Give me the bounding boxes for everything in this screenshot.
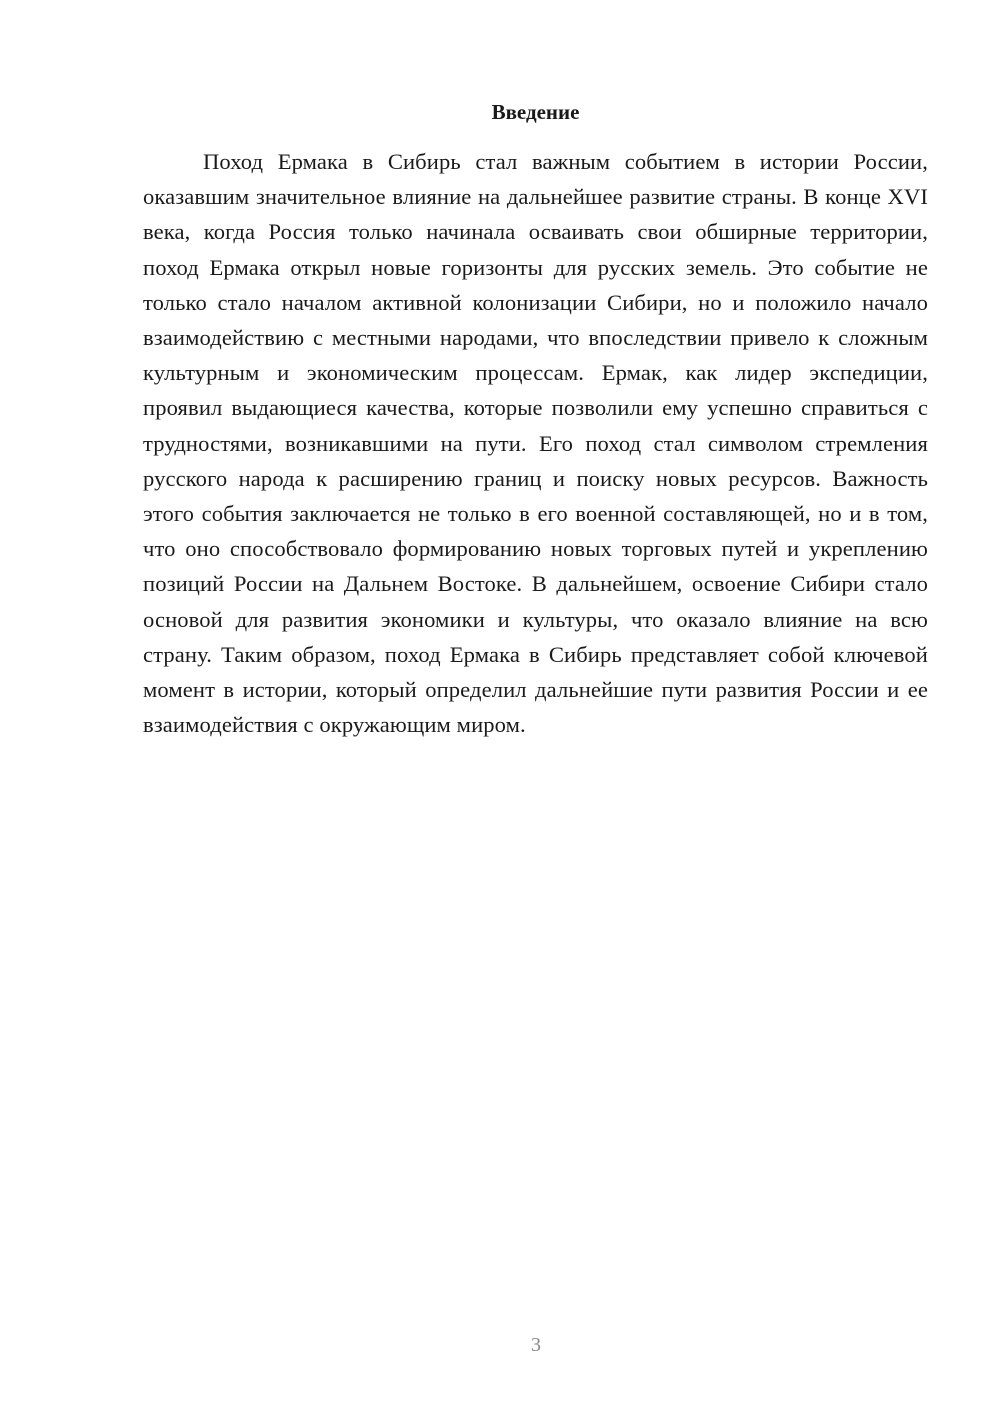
section-heading: Введение [491, 100, 580, 124]
page-number: 3 [531, 1334, 541, 1356]
body-paragraph: Поход Ермака в Сибирь стал важным событием в истории России, оказавшим значительное влияние на дальнейшее развитие страны. В конце XVI века, когда Россия только начинала осваивать свои обширные территории, поход Ермака открыл новые горизонты для русских земель. Это событие не только стало началом активной колонизации Сибири, но и положило начало взаимодействию с местными народами, что впоследствии привело к сложным культурным и экономическим процессам. Ермак, как лидер экспедиции, проявил выдающиеся качества, которые позволили ему успешно справиться с трудностями, возникавшими на пути. Его поход стал символом стремления русского народа к расширению границ и поиску новых ресурсов. Важность этого события заключается не только в его военной составляющей, но и в том, что оно способствовало формированию новых торговых путей и укреплению позиций России на Дальнем Востоке. В дальнейшем, освоение Сибири стало основой для развития экономики и культуры, что оказало влияние на всю страну. Таким образом, поход Ермака в Сибирь представляет собой ключевой момент в истории, который определил дальнейшие пути развития России и ее взаимодействия с окружающим миром. [143, 149, 928, 738]
